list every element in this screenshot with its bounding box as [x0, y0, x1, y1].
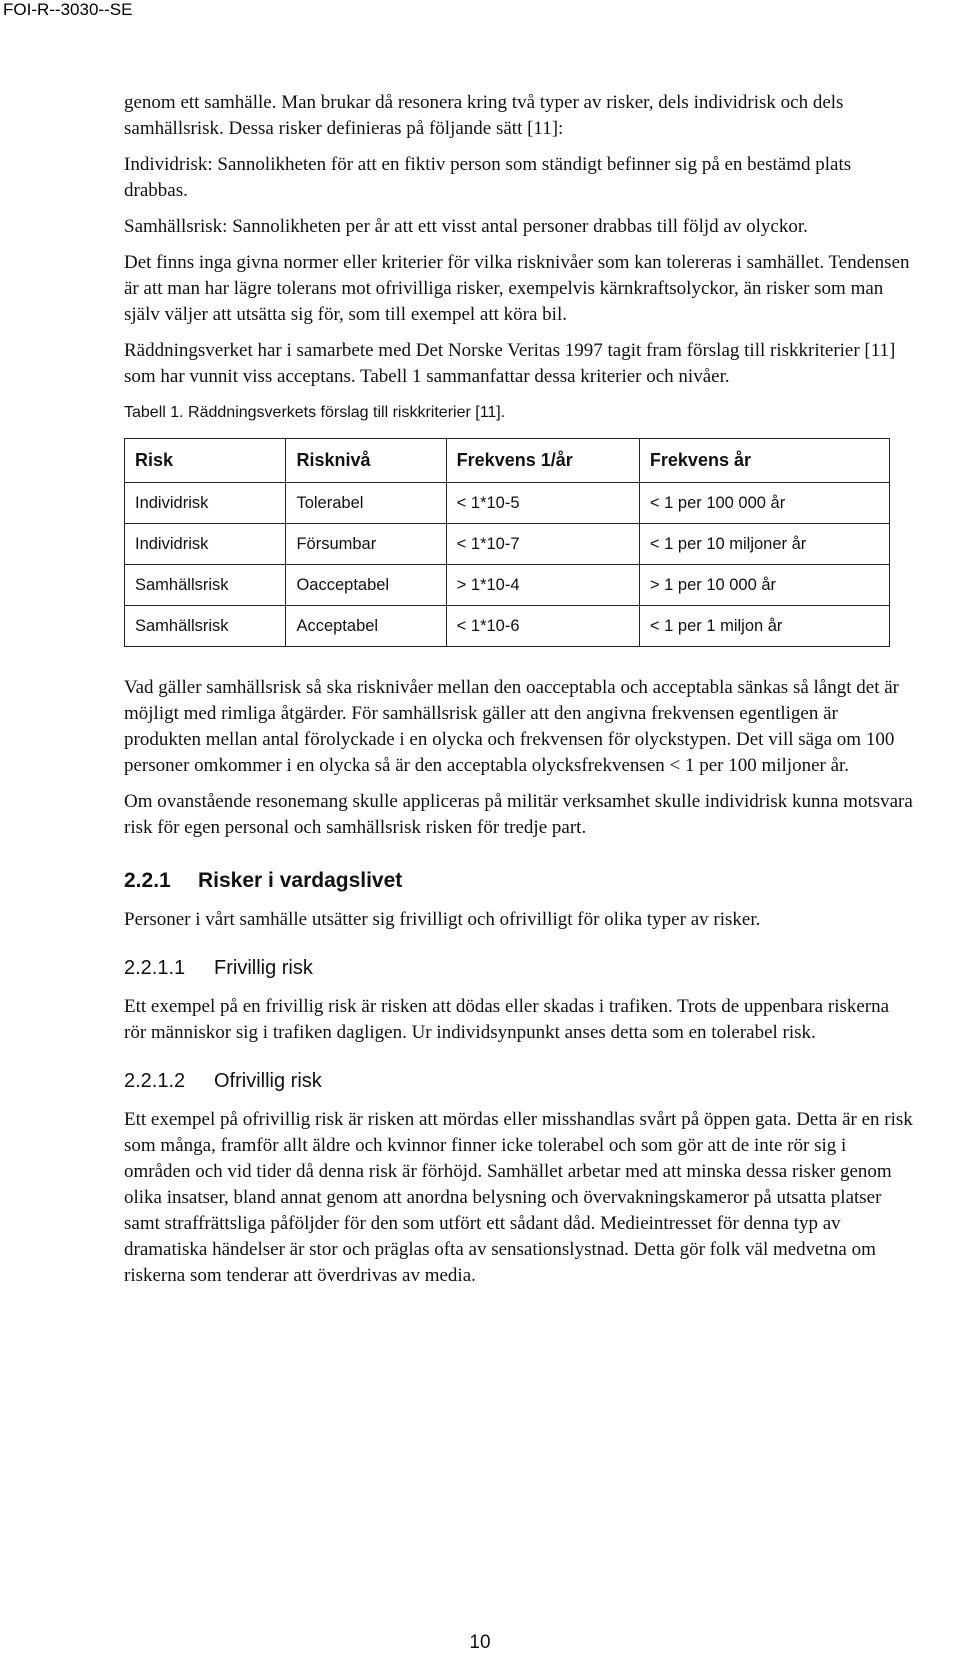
paragraph-section-2-2-1-2: Ett exempel på ofrivillig risk är risken att mördas eller misshandlas svårt på öppen gata. Detta är en risk som många, framför allt äldre och kvinnor finner icke tolerabel och som gör att de inte rör sig i områden och vid tider då denna risk är förhöjd. Samhället arbetar med att minska dessa risker genom olika insatser, bland annat genom att anordna belysning och övervakningskameror på utsatta platser samt straffrättsliga påföljder för den som utfört ett sådant dåd. Medieintresset för denna typ av dramatiska händelser är stor och präglas ofta av sensationslystnad. Detta gör folk väl medvetna om riskerna som tenderar att överdrivas av media.: [124, 1109, 913, 1286]
section-heading-2-2-1-1: [124, 957, 914, 980]
table-cell: < 1 per 1 miljon år: [639, 606, 889, 647]
paragraph-section-2-2-1-1: Ett exempel på en frivillig risk är risken att dödas eller skadas i trafiken. Trots de uppenbara riskerna rör människor sig i trafiken dagligen. Ur individsynpunkt anses detta som en tolerabel risk.: [124, 996, 890, 1043]
paragraph-section-2-2-1: Personer i vårt samhälle utsätter sig frivilligt och ofrivilligt för olika typer av risker.: [124, 909, 761, 930]
column-header-riskniva: Risknivå: [286, 439, 446, 483]
paragraph-samhallsrisk-definition: Samhällsrisk: Sannolikheten per år att ett visst antal personer drabbas till följd av olyckor.: [124, 216, 808, 237]
section-number: 2.2.1.2: [124, 1070, 186, 1092]
column-header-frekvens-ar: Frekvens år: [639, 439, 889, 483]
table-caption: Tabell 1. Räddningsverkets förslag till riskkriterier [11].: [124, 404, 506, 421]
section-number: 2.2.1.1: [124, 957, 186, 979]
page-body: [124, 90, 914, 1299]
table-row: [125, 524, 890, 565]
table-cell: > 1*10-4: [446, 565, 639, 606]
table-cell: < 1 per 100 000 år: [639, 483, 889, 524]
section-title: Frivillig risk: [214, 957, 313, 979]
paragraph-individrisk-definition: Individrisk: Sannolikheten för att en fiktiv person som ständigt befinner sig på en bestämd plats drabbas.: [124, 154, 852, 201]
table-row: [125, 565, 890, 606]
table-cell: Individrisk: [125, 483, 286, 524]
table-cell: Samhällsrisk: [125, 565, 286, 606]
paragraph-military-application: Om ovanstående resonemang skulle appliceras på militär verksamhet skulle individrisk kunna motsvara risk för egen personal och samhällsrisk risken för tredje part.: [124, 791, 913, 838]
table-cell: Acceptabel: [286, 606, 446, 647]
table-cell: Samhällsrisk: [125, 606, 286, 647]
column-header-risk: Risk: [125, 439, 286, 483]
section-title: Ofrivillig risk: [214, 1070, 322, 1092]
section-heading-2-2-1-2: [124, 1070, 914, 1093]
table-cell: < 1*10-5: [446, 483, 639, 524]
table-cell: < 1*10-6: [446, 606, 639, 647]
table-cell: < 1*10-7: [446, 524, 639, 565]
table-cell: Tolerabel: [286, 483, 446, 524]
paragraph-samhallsrisk-levels: Vad gäller samhällsrisk så ska risknivåer mellan den oacceptabla och acceptabla sänkas så långt det är möjligt med rimliga åtgärder. För samhällsrisk gäller att den angivna frekvensen egentligen är produkten mellan antal förolyckade i en olycka och frekvensen för olyckstypen. Det vill säga om 100 personer omkommer i en olycka så är den acceptabla olycksfrekvensen < 1 per 100 miljoner år.: [124, 677, 899, 776]
table-cell: Individrisk: [125, 524, 286, 565]
table-cell: Oacceptabel: [286, 565, 446, 606]
paragraph-norms: Det finns inga givna normer eller kriterier för vilka risknivåer som kan tolereras i samhället. Tendensen är att man har lägre tolerans mot ofrivilliga risker, exempelvis kärnkraftsolyckor, än risker som man själv väljer att utsätta sig för, som till exempel att köra bil.: [124, 252, 910, 325]
section-heading-2-2-1: [124, 869, 914, 893]
section-number: 2.2.1: [124, 869, 171, 892]
table-row: [125, 483, 890, 524]
table-header-row: [125, 439, 890, 483]
table-cell: > 1 per 10 000 år: [639, 565, 889, 606]
document-id: FOI-R--3030--SE: [3, 0, 133, 19]
table-cell: < 1 per 10 miljoner år: [639, 524, 889, 565]
section-title: Risker i vardagslivet: [198, 869, 403, 892]
column-header-frekvens-per-ar: Frekvens 1/år: [446, 439, 639, 483]
page-number: 10: [469, 1632, 491, 1653]
paragraph-raddningsverket: Räddningsverket har i samarbete med Det Norske Veritas 1997 tagit fram förslag till riskkriterier [11] som har vunnit viss acceptans. Tabell 1 sammanfattar dessa kriterier och nivåer.: [124, 340, 896, 387]
table-cell: Försumbar: [286, 524, 446, 565]
table-row: [125, 606, 890, 647]
paragraph-intro: genom ett samhälle. Man brukar då resonera kring två typer av risker, dels individrisk och dels samhällsrisk. Dessa risker definieras på följande sätt [11]:: [124, 92, 844, 139]
risk-criteria-table: [124, 438, 890, 647]
